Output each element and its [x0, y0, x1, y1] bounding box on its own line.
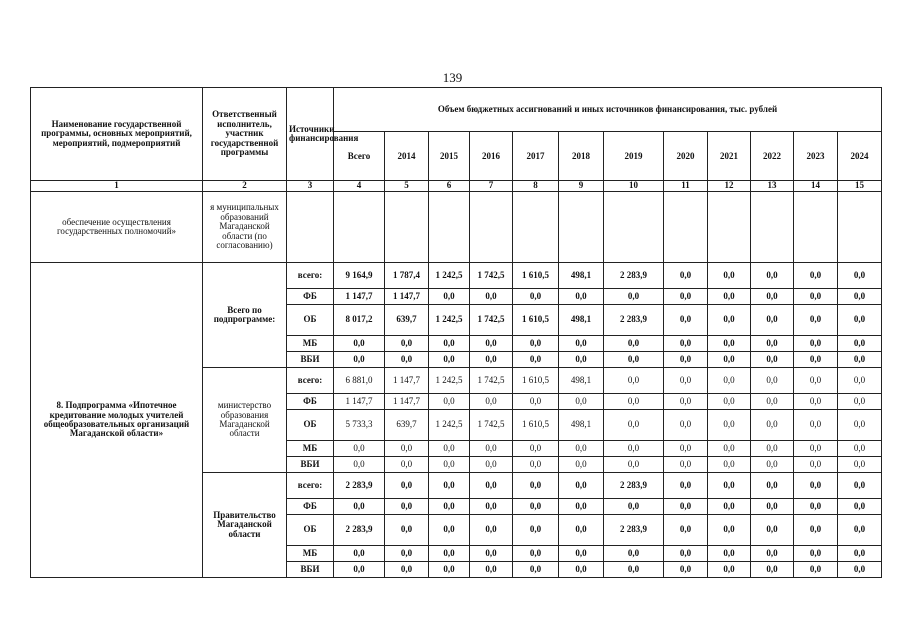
value-cell: 1 610,5 [513, 368, 559, 394]
value-cell: 0,0 [470, 394, 513, 410]
value-cell: 0,0 [513, 336, 559, 352]
value-cell: 0,0 [513, 394, 559, 410]
source-cell: ФБ [287, 394, 334, 410]
value-cell: 0,0 [751, 305, 794, 336]
value-cell: 0,0 [604, 410, 664, 441]
source-cell: ОБ [287, 410, 334, 441]
value-cell: 498,1 [559, 410, 604, 441]
value-cell: 6 881,0 [334, 368, 385, 394]
empty-cell [838, 192, 882, 263]
executor-cell: Правительство Магаданской области [203, 473, 287, 578]
value-cell: 1 147,7 [385, 394, 429, 410]
value-cell: 0,0 [794, 473, 838, 499]
source-cell: ОБ [287, 515, 334, 546]
source-cell: ВБИ [287, 457, 334, 473]
header-year: 2019 [604, 132, 664, 181]
column-number: 4 [334, 181, 385, 192]
value-cell: 0,0 [334, 546, 385, 562]
value-cell: 0,0 [664, 546, 708, 562]
column-number: 3 [287, 181, 334, 192]
value-cell: 0,0 [664, 305, 708, 336]
value-cell: 2 283,9 [604, 473, 664, 499]
header-year: 2021 [708, 132, 751, 181]
value-cell: 0,0 [794, 499, 838, 515]
value-cell: 0,0 [429, 499, 470, 515]
source-cell: ВБИ [287, 562, 334, 578]
column-number: 9 [559, 181, 604, 192]
source-cell: ФБ [287, 499, 334, 515]
executor-cell: министерство образования Магаданской области [203, 368, 287, 473]
value-cell: 0,0 [751, 289, 794, 305]
header-name: Наименование государственной программы, основных мероприятий, мероприятий, подмероприятий [31, 88, 203, 181]
header-executor: Ответственный исполнитель, участник государственной программы [203, 88, 287, 181]
value-cell: 0,0 [794, 394, 838, 410]
empty-cell [334, 192, 385, 263]
value-cell: 0,0 [708, 368, 751, 394]
value-cell: 0,0 [751, 263, 794, 289]
value-cell: 0,0 [751, 336, 794, 352]
value-cell: 1 742,5 [470, 410, 513, 441]
column-number: 10 [604, 181, 664, 192]
value-cell: 0,0 [838, 336, 882, 352]
value-cell: 0,0 [794, 457, 838, 473]
value-cell: 0,0 [559, 562, 604, 578]
header-year: 2018 [559, 132, 604, 181]
value-cell: 0,0 [751, 352, 794, 368]
value-cell: 0,0 [794, 368, 838, 394]
value-cell: 0,0 [429, 394, 470, 410]
value-cell: 0,0 [470, 457, 513, 473]
value-cell: 0,0 [604, 499, 664, 515]
column-number: 5 [385, 181, 429, 192]
empty-cell [385, 192, 429, 263]
value-cell: 0,0 [429, 289, 470, 305]
value-cell: 0,0 [708, 289, 751, 305]
value-cell: 0,0 [559, 289, 604, 305]
value-cell: 1 147,7 [334, 289, 385, 305]
value-cell: 0,0 [838, 263, 882, 289]
value-cell: 0,0 [513, 289, 559, 305]
value-cell: 639,7 [385, 410, 429, 441]
value-cell: 0,0 [559, 352, 604, 368]
column-number: 11 [664, 181, 708, 192]
value-cell: 0,0 [513, 441, 559, 457]
column-number: 13 [751, 181, 794, 192]
empty-cell [429, 192, 470, 263]
continuation-name: обеспечение осуществления государственных полномочий» [31, 192, 203, 263]
value-cell: 2 283,9 [604, 305, 664, 336]
value-cell: 0,0 [708, 394, 751, 410]
value-cell: 0,0 [708, 562, 751, 578]
value-cell: 0,0 [604, 336, 664, 352]
value-cell: 0,0 [664, 457, 708, 473]
column-number: 1 [31, 181, 203, 192]
header-year: 2016 [470, 132, 513, 181]
header-volume: Объем бюджетных ассигнований и иных источников финансирования, тыс. рублей [334, 88, 882, 132]
value-cell: 0,0 [559, 336, 604, 352]
value-cell: 0,0 [794, 562, 838, 578]
value-cell: 0,0 [838, 546, 882, 562]
value-cell: 0,0 [751, 410, 794, 441]
value-cell: 0,0 [334, 562, 385, 578]
value-cell: 0,0 [838, 394, 882, 410]
header-total: Всего [334, 132, 385, 181]
column-number: 2 [203, 181, 287, 192]
header-year: 2024 [838, 132, 882, 181]
value-cell: 0,0 [751, 457, 794, 473]
value-cell: 1 147,7 [385, 289, 429, 305]
value-cell: 0,0 [604, 546, 664, 562]
value-cell: 0,0 [794, 289, 838, 305]
value-cell: 0,0 [604, 441, 664, 457]
column-number-row [31, 181, 882, 192]
value-cell: 0,0 [664, 515, 708, 546]
value-cell: 0,0 [708, 263, 751, 289]
value-cell: 0,0 [513, 562, 559, 578]
value-cell: 5 733,3 [334, 410, 385, 441]
value-cell: 0,0 [794, 263, 838, 289]
table-row [31, 263, 882, 289]
value-cell: 1 742,5 [470, 368, 513, 394]
value-cell: 2 283,9 [604, 515, 664, 546]
header-year: 2017 [513, 132, 559, 181]
value-cell: 0,0 [513, 546, 559, 562]
value-cell: 1 610,5 [513, 305, 559, 336]
subprogram-name: 8. Подпрограмма «Ипотечное кредитование молодых учителей общеобразовательных организаций Магаданской области» [31, 263, 203, 578]
value-cell: 0,0 [513, 352, 559, 368]
source-cell: всего: [287, 473, 334, 499]
value-cell: 1 147,7 [334, 394, 385, 410]
value-cell: 0,0 [429, 515, 470, 546]
empty-cell [794, 192, 838, 263]
value-cell: 0,0 [708, 499, 751, 515]
value-cell: 0,0 [429, 546, 470, 562]
value-cell: 498,1 [559, 368, 604, 394]
value-cell: 1 242,5 [429, 410, 470, 441]
continuation-executor: я муниципальных образований Магаданской области (по согласованию) [203, 192, 287, 263]
value-cell: 0,0 [334, 441, 385, 457]
value-cell: 0,0 [708, 352, 751, 368]
value-cell: 0,0 [664, 368, 708, 394]
source-cell: ФБ [287, 289, 334, 305]
value-cell: 1 742,5 [470, 305, 513, 336]
empty-cell [664, 192, 708, 263]
value-cell: 0,0 [385, 336, 429, 352]
value-cell: 0,0 [708, 305, 751, 336]
value-cell: 0,0 [751, 546, 794, 562]
value-cell: 0,0 [751, 499, 794, 515]
value-cell: 0,0 [470, 515, 513, 546]
value-cell: 1 242,5 [429, 263, 470, 289]
empty-cell [604, 192, 664, 263]
header-year: 2020 [664, 132, 708, 181]
value-cell: 0,0 [794, 352, 838, 368]
empty-cell [470, 192, 513, 263]
empty-cell [751, 192, 794, 263]
value-cell: 498,1 [559, 263, 604, 289]
value-cell: 0,0 [794, 441, 838, 457]
source-cell: МБ [287, 336, 334, 352]
column-number: 8 [513, 181, 559, 192]
column-number: 7 [470, 181, 513, 192]
value-cell: 0,0 [334, 499, 385, 515]
value-cell: 0,0 [429, 336, 470, 352]
header-year: 2015 [429, 132, 470, 181]
value-cell: 0,0 [708, 441, 751, 457]
value-cell: 0,0 [708, 515, 751, 546]
source-cell: ВБИ [287, 352, 334, 368]
value-cell: 8 017,2 [334, 305, 385, 336]
value-cell: 0,0 [513, 473, 559, 499]
value-cell: 1 610,5 [513, 263, 559, 289]
value-cell: 0,0 [385, 441, 429, 457]
value-cell: 0,0 [664, 394, 708, 410]
value-cell: 0,0 [334, 336, 385, 352]
column-number: 6 [429, 181, 470, 192]
value-cell: 0,0 [385, 499, 429, 515]
value-cell: 0,0 [559, 441, 604, 457]
value-cell: 0,0 [470, 499, 513, 515]
value-cell: 1 242,5 [429, 368, 470, 394]
header-source: Источники финансирования [287, 88, 334, 181]
value-cell: 0,0 [470, 336, 513, 352]
value-cell: 0,0 [559, 499, 604, 515]
value-cell: 0,0 [708, 473, 751, 499]
column-number: 12 [708, 181, 751, 192]
value-cell: 0,0 [838, 289, 882, 305]
value-cell: 0,0 [604, 352, 664, 368]
value-cell: 0,0 [429, 441, 470, 457]
page-number: 139 [442, 70, 463, 85]
value-cell: 0,0 [664, 562, 708, 578]
value-cell: 1 147,7 [385, 368, 429, 394]
value-cell: 0,0 [708, 457, 751, 473]
value-cell: 0,0 [470, 546, 513, 562]
value-cell: 0,0 [838, 352, 882, 368]
value-cell: 0,0 [429, 457, 470, 473]
value-cell: 0,0 [334, 457, 385, 473]
source-cell: МБ [287, 546, 334, 562]
value-cell: 1 242,5 [429, 305, 470, 336]
value-cell: 0,0 [838, 473, 882, 499]
value-cell: 639,7 [385, 305, 429, 336]
value-cell: 0,0 [664, 499, 708, 515]
value-cell: 0,0 [604, 368, 664, 394]
value-cell: 0,0 [664, 410, 708, 441]
source-cell: всего: [287, 368, 334, 394]
value-cell: 9 164,9 [334, 263, 385, 289]
source-cell: всего: [287, 263, 334, 289]
value-cell: 0,0 [664, 352, 708, 368]
value-cell: 0,0 [838, 515, 882, 546]
value-cell: 0,0 [385, 546, 429, 562]
value-cell: 0,0 [385, 562, 429, 578]
source-cell: МБ [287, 441, 334, 457]
value-cell: 0,0 [794, 336, 838, 352]
value-cell: 0,0 [559, 473, 604, 499]
header-year: 2023 [794, 132, 838, 181]
value-cell: 0,0 [838, 457, 882, 473]
value-cell: 0,0 [470, 289, 513, 305]
value-cell: 0,0 [751, 368, 794, 394]
value-cell: 0,0 [751, 562, 794, 578]
value-cell: 0,0 [664, 441, 708, 457]
value-cell: 0,0 [604, 562, 664, 578]
value-cell: 0,0 [513, 515, 559, 546]
value-cell: 1 742,5 [470, 263, 513, 289]
value-cell: 0,0 [334, 352, 385, 368]
value-cell: 0,0 [794, 546, 838, 562]
value-cell: 0,0 [559, 546, 604, 562]
header-year: 2022 [751, 132, 794, 181]
value-cell: 0,0 [838, 562, 882, 578]
value-cell: 0,0 [470, 562, 513, 578]
column-number: 14 [794, 181, 838, 192]
value-cell: 0,0 [385, 515, 429, 546]
value-cell: 0,0 [385, 473, 429, 499]
value-cell: 0,0 [708, 546, 751, 562]
empty-cell [287, 192, 334, 263]
empty-cell [513, 192, 559, 263]
value-cell: 0,0 [664, 473, 708, 499]
value-cell: 0,0 [470, 352, 513, 368]
empty-cell [559, 192, 604, 263]
header-year: 2014 [385, 132, 429, 181]
value-cell: 2 283,9 [334, 473, 385, 499]
value-cell: 0,0 [470, 473, 513, 499]
value-cell: 0,0 [559, 457, 604, 473]
value-cell: 0,0 [664, 336, 708, 352]
value-cell: 0,0 [838, 499, 882, 515]
value-cell: 0,0 [559, 394, 604, 410]
value-cell: 0,0 [751, 394, 794, 410]
value-cell: 0,0 [429, 562, 470, 578]
value-cell: 0,0 [664, 263, 708, 289]
value-cell: 0,0 [794, 410, 838, 441]
value-cell: 0,0 [559, 515, 604, 546]
continuation-row [31, 192, 882, 263]
value-cell: 0,0 [838, 441, 882, 457]
column-number: 15 [838, 181, 882, 192]
value-cell: 0,0 [429, 473, 470, 499]
value-cell: 0,0 [385, 457, 429, 473]
budget-table [30, 87, 882, 578]
value-cell: 0,0 [513, 457, 559, 473]
value-cell: 0,0 [838, 410, 882, 441]
value-cell: 0,0 [751, 441, 794, 457]
value-cell: 0,0 [513, 499, 559, 515]
value-cell: 0,0 [470, 441, 513, 457]
value-cell: 0,0 [751, 473, 794, 499]
value-cell: 0,0 [664, 289, 708, 305]
value-cell: 0,0 [604, 289, 664, 305]
value-cell: 0,0 [708, 410, 751, 441]
value-cell: 0,0 [429, 352, 470, 368]
value-cell: 0,0 [838, 305, 882, 336]
value-cell: 0,0 [838, 368, 882, 394]
value-cell: 0,0 [604, 457, 664, 473]
value-cell: 0,0 [751, 515, 794, 546]
value-cell: 2 283,9 [334, 515, 385, 546]
value-cell: 0,0 [794, 305, 838, 336]
value-cell: 2 283,9 [604, 263, 664, 289]
value-cell: 1 787,4 [385, 263, 429, 289]
source-cell: ОБ [287, 305, 334, 336]
executor-cell: Всего по подпрограмме: [203, 263, 287, 368]
value-cell: 0,0 [708, 336, 751, 352]
value-cell: 0,0 [604, 394, 664, 410]
value-cell: 0,0 [794, 515, 838, 546]
value-cell: 498,1 [559, 305, 604, 336]
value-cell: 0,0 [385, 352, 429, 368]
value-cell: 1 610,5 [513, 410, 559, 441]
empty-cell [708, 192, 751, 263]
